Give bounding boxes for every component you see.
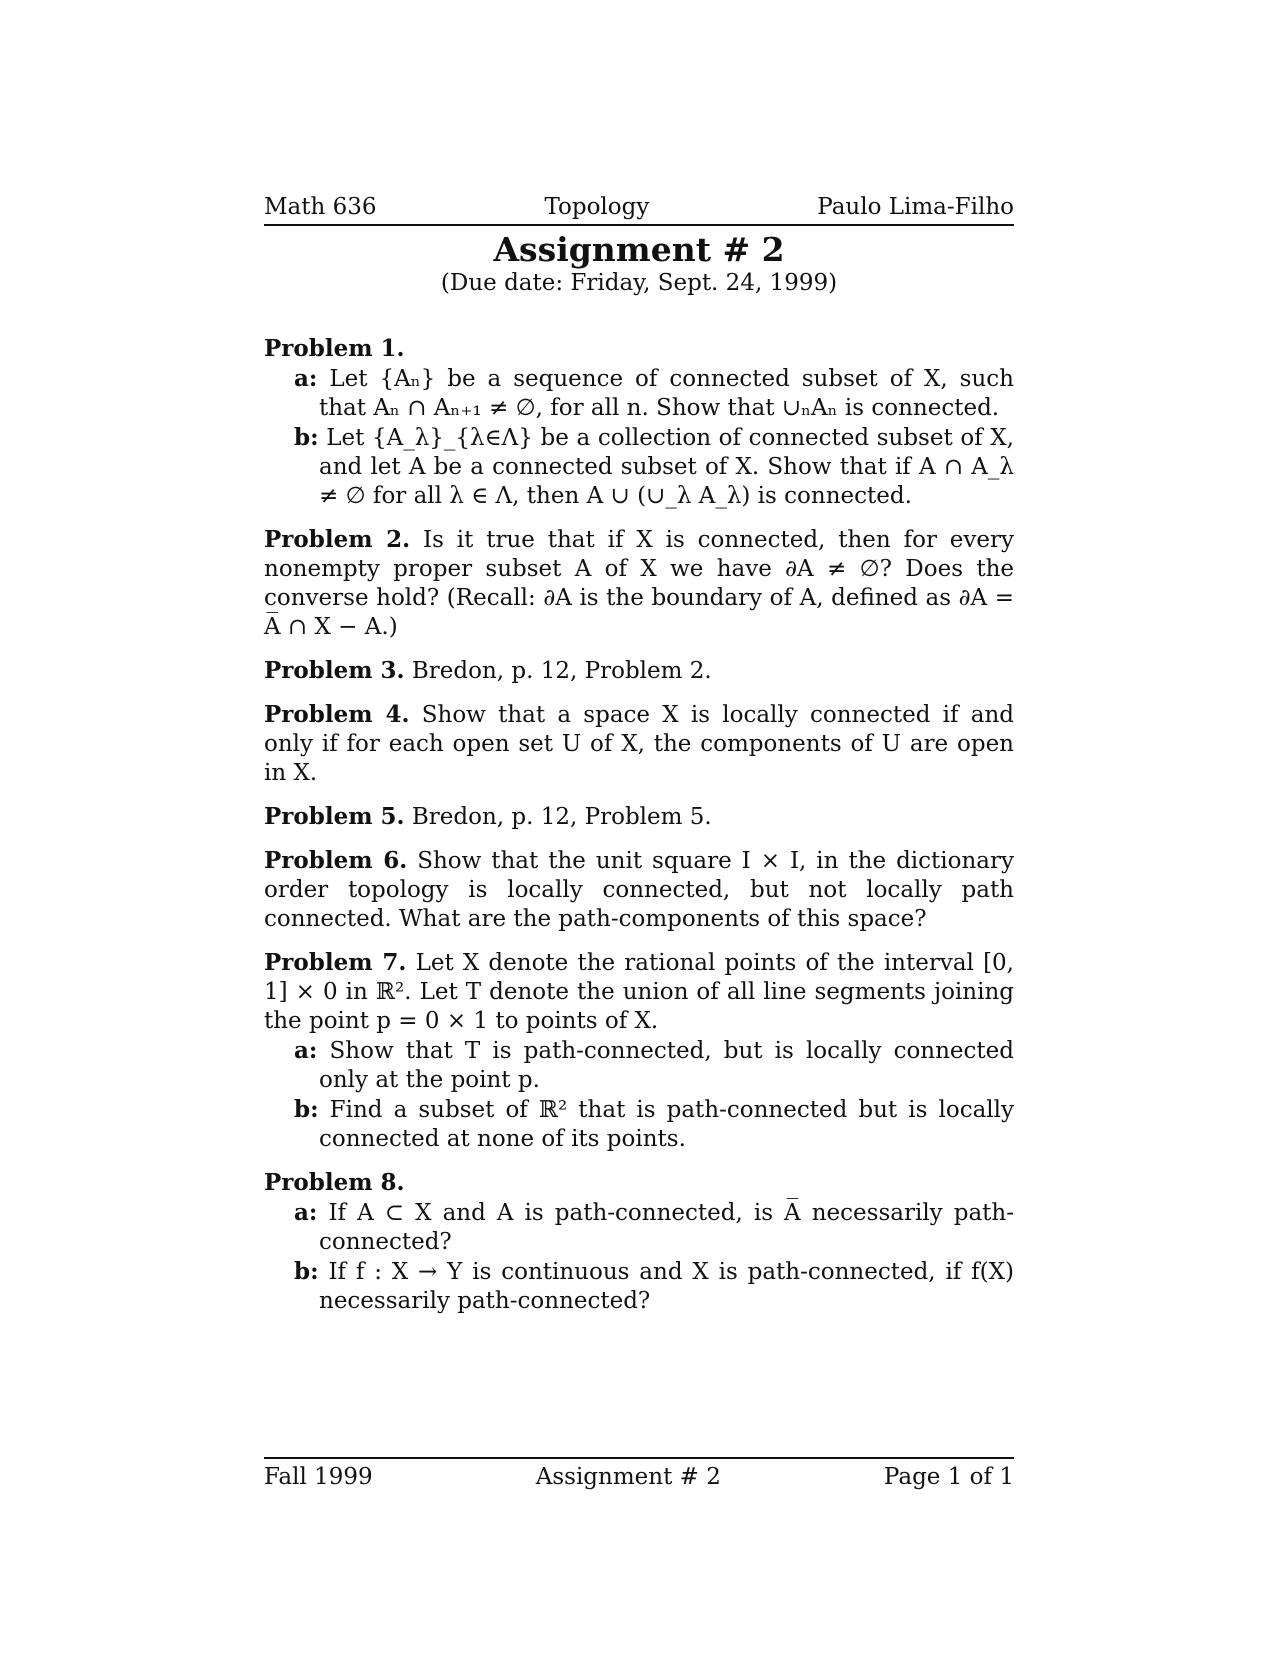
problem-text: Let X denote the rational points of the interval [0, 1] × 0 in ℝ². Let T denote the union of all line segments joining the point p = 0 × 1 to points of X. <box>264 950 1014 1034</box>
problem-heading: Problem 2. <box>264 526 411 553</box>
footer-term: Fall 1999 <box>264 1464 373 1490</box>
problem-7 <box>264 948 1014 1154</box>
due-date: (Due date: Friday, Sept. 24, 1999) <box>440 270 838 296</box>
document-page <box>264 0 1014 1656</box>
part-text: Find a subset of ℝ² that is path-connected but is locally connected at none of its points. <box>319 1097 1014 1152</box>
problem-heading: Problem 7. <box>264 949 407 976</box>
problem-2 <box>264 525 1014 642</box>
header-author: Paulo Lima-Filho <box>817 194 1014 220</box>
problem-8-part-b <box>294 1257 1014 1316</box>
part-text: Show that T is path-connected, but is locally connected only at the point p. <box>319 1038 1014 1093</box>
problem-heading: Problem 4. <box>264 701 410 728</box>
problem-8-part-a <box>294 1198 1014 1257</box>
problem-text: Is it true that if X is connected, then for every nonempty proper subset A of X we have ∂A ≠ ∅? Does the converse hold? (Recall: ∂A is the boundary of A, defined as ∂A = A̅ ∩ X − A.) <box>264 527 1015 640</box>
problem-1-part-a <box>294 364 1014 423</box>
problem-text: Show that the unit square I × I, in the dictionary order topology is locally connected, but not locally path connected. What are the path-components of this space? <box>264 848 1014 932</box>
header-course: Math 636 <box>264 194 377 220</box>
footer-rule <box>264 1457 1014 1459</box>
problem-6 <box>264 846 1014 934</box>
part-label: b: <box>294 424 319 451</box>
running-footer <box>264 1462 1014 1492</box>
problem-text: Bredon, p. 12, Problem 5. <box>411 804 712 830</box>
part-label: b: <box>294 1096 319 1123</box>
part-text: If A ⊂ X and A is path-connected, is A̅ necessarily path-connected? <box>319 1200 1014 1255</box>
running-header <box>264 192 1014 222</box>
part-text: If f : X → Y is continuous and X is path-connected, if f(X) necessarily path-connected? <box>319 1259 1015 1314</box>
part-text: Let {Aₙ} be a sequence of connected subset of X, such that Aₙ ∩ Aₙ₊₁ ≠ ∅, for all n. Show that ∪ₙAₙ is connected. <box>319 366 1014 421</box>
part-label: a: <box>294 365 318 392</box>
problem-heading: Problem 5. <box>264 803 405 830</box>
problem-heading: Problem 6. <box>264 847 408 874</box>
part-text: Let {A_λ}_{λ∈Λ} be a collection of connected subset of X, and let A be a connected subset of X. Show that if A ∩ A_λ ≠ ∅ for all λ ∈ Λ, then A ∪ (∪_λ A_λ) is connected. <box>319 425 1014 509</box>
problem-list <box>264 334 1014 1330</box>
problem-heading: Problem 8. <box>264 1169 405 1196</box>
problem-7-part-a <box>294 1036 1014 1095</box>
problem-4 <box>264 700 1014 788</box>
page-number: Page 1 of 1 <box>883 1464 1014 1490</box>
footer-title: Assignment # 2 <box>535 1464 721 1490</box>
problem-text: Show that a space X is locally connected if and only if for each open set U of X, the components of U are open in X. <box>264 702 1015 786</box>
part-label: b: <box>294 1258 319 1285</box>
problem-1 <box>264 334 1014 511</box>
part-label: a: <box>294 1037 318 1064</box>
problem-text: Bredon, p. 12, Problem 2. <box>411 658 712 684</box>
problem-1-part-b <box>294 423 1014 511</box>
header-rule <box>264 224 1014 226</box>
problem-heading: Problem 3. <box>264 657 405 684</box>
problem-7-part-b <box>294 1095 1014 1154</box>
problem-5 <box>264 802 1014 832</box>
page-title: Assignment # 2 <box>493 230 785 269</box>
header-subject: Topology <box>544 194 650 220</box>
problem-8 <box>264 1168 1014 1316</box>
problem-3 <box>264 656 1014 686</box>
problem-heading: Problem 1. <box>264 335 405 362</box>
part-label: a: <box>294 1199 318 1226</box>
